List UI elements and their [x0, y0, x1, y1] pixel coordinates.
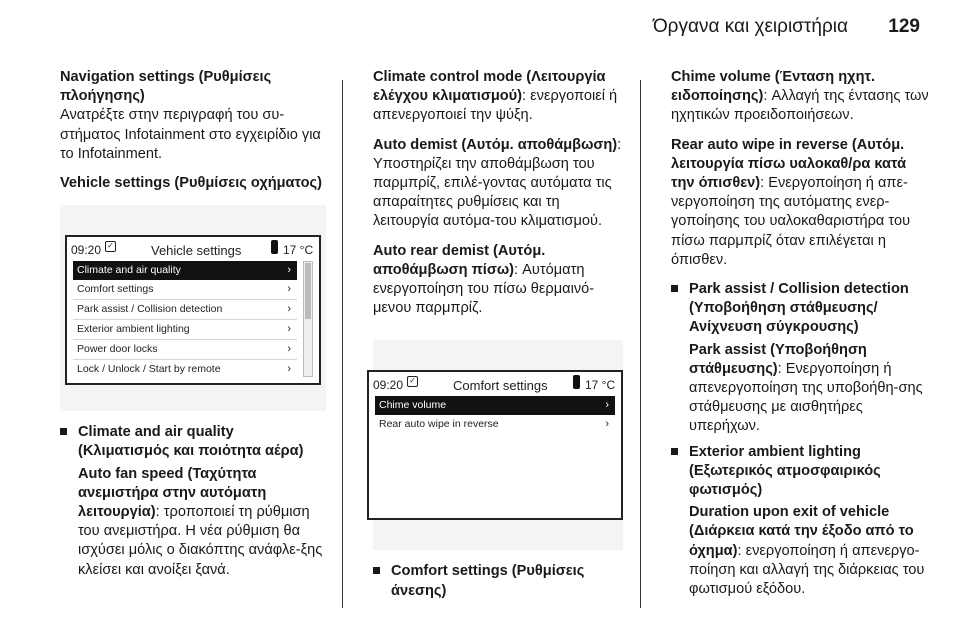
- chevron-right-icon: ›: [605, 399, 609, 412]
- climate-heading: Climate and air quality (Κλιματισμός και ποιότητα αέρα): [78, 424, 304, 460]
- comfort-heading: Comfort settings (Ρυθμίσεις άνεσης): [391, 563, 585, 599]
- comfort-settings-screen: [367, 370, 623, 520]
- chevron-right-icon: ›: [605, 418, 609, 431]
- settings-list: [375, 396, 615, 434]
- bullet-climate: [60, 423, 325, 461]
- rear-demist-paragraph: Auto rear demist (Αυτόμ. αποθάμβωση πίσω): Αυτόματη ενεργοποίηση του πίσω θερμαινό-μενου παρμπρίζ.: [373, 242, 595, 317]
- list-item[interactable]: Climate and air quality ›: [73, 261, 297, 280]
- temperature: 17 °C: [585, 378, 616, 393]
- page-title: Όργανα και χειριστήρια: [652, 16, 848, 37]
- mode-paragraph: Climate control mode (Λειτουργία ελέγχου κλιματισμού): ενεργοποιεί ή απενεργοποιεί την ψύξη.: [373, 69, 618, 124]
- park-assist-paragraph: Park assist (Υποβοήθηση στάθμευσης): Ενεργοποίηση ή απενεργοποίηση της υποβοήθη-σης στάθμευσης με αισθητήρες υπερήχων.: [689, 341, 923, 435]
- scrollbar[interactable]: [303, 261, 313, 377]
- comfort-settings-screenshot: [373, 340, 623, 550]
- clock: 09:20: [71, 243, 102, 258]
- ambient-heading: Exterior ambient lighting (Εξωτερικός ατμοσφαιρικός φωτισμός): [689, 443, 881, 499]
- chevron-right-icon: ›: [287, 303, 291, 316]
- chevron-right-icon: ›: [287, 264, 291, 277]
- bullet-marker: [671, 285, 678, 292]
- duration-paragraph: Duration upon exit of vehicle (Διάρκεια κατά την έξοδο από το όχημα): ενεργοποίηση ή απενεργο-ποίηση και αλλαγή της διάρκειας του φωτισμού εξόδου.: [689, 504, 925, 598]
- bullet-marker: [373, 567, 380, 574]
- park-heading: Park assist / Collision detection (Υποβοήθηση στάθμευσης/ Ανίχνευση σύγκρουσης): [689, 281, 909, 336]
- screen-header: [67, 237, 319, 259]
- fan-paragraph: Auto fan speed (Ταχύτητα ανεμιστήρα στην αυτόματη λειτουργία): τροποποιεί τη ρύθμιση του ανεμιστήρα. Η νέα ρύθμιση θα ισχύσει μόλις ο διακόπτης ανάφλε-ξης κλείσει και ανοίξει ξανά.: [78, 465, 323, 578]
- clock: 09:20: [373, 378, 404, 393]
- screen-header: [369, 372, 621, 394]
- chevron-right-icon: ›: [287, 283, 291, 296]
- nav-heading: Navigation settings (Ρυθμίσεις πλοήγησης): [60, 69, 272, 105]
- bullet-marker: [60, 428, 67, 435]
- settings-list: [73, 261, 297, 379]
- column-divider: [640, 80, 641, 608]
- back-icon[interactable]: ✓: [407, 376, 418, 387]
- list-item[interactable]: Comfort settings ›: [73, 280, 297, 300]
- temperature: 17 °C: [283, 243, 314, 258]
- list-item[interactable]: Lock / Unlock / Start by remote ›: [73, 360, 297, 379]
- page-header: [0, 0, 960, 42]
- list-item[interactable]: Chime volume ›: [375, 396, 615, 415]
- screen-title: Comfort settings: [453, 378, 548, 394]
- vehicle-heading: Vehicle settings (Ρυθμίσεις οχήματος): [60, 175, 323, 192]
- column-1: [60, 68, 325, 580]
- column-divider: [342, 80, 343, 608]
- chevron-right-icon: ›: [287, 343, 291, 356]
- list-item[interactable]: Rear auto wipe in reverse ›: [375, 415, 615, 434]
- demist-paragraph: Auto demist (Αυτόμ. αποθάμβωση): Υποστηρίζει την αποθάμβωση του παρμπρίζ, επιλέ-γοντας αυτόματα τις απαραίτητες ρυθμίσεις και τη λειτουργία αυτόμα-του κλιματισμού.: [373, 136, 622, 230]
- chevron-right-icon: ›: [287, 323, 291, 336]
- bullet-ambient: [671, 443, 933, 501]
- page-number: 129: [888, 16, 920, 37]
- list-item[interactable]: Park assist / Collision detection ›: [73, 300, 297, 320]
- bullet-park: [671, 280, 933, 338]
- list-item[interactable]: Power door locks ›: [73, 340, 297, 360]
- list-item[interactable]: Exterior ambient lighting ›: [73, 320, 297, 340]
- column-2: [373, 68, 623, 601]
- bullet-comfort: [373, 562, 623, 600]
- wipe-paragraph: Rear auto wipe in reverse (Αυτόμ. λειτουργία πίσω υαλοκαθ/ρα κατά την όπισθεν): Ενεργοποίηση ή απε-νεργοποίηση της αυτόματης ενερ-γοποίησης του υαλοκαθαριστήρα του πίσω παρμπρίζ όταν επιλέγεται η όπισθεν.: [671, 136, 911, 268]
- chevron-right-icon: ›: [287, 363, 291, 376]
- back-icon[interactable]: ✓: [105, 241, 116, 252]
- screen-title: Vehicle settings: [151, 243, 242, 259]
- column-3: [671, 68, 933, 599]
- chime-paragraph: Chime volume (Ένταση ηχητ. ειδοποίησης): Αλλαγή της έντασης των ηχητικών προειδοποιήσεων.: [671, 69, 929, 124]
- bullet-marker: [671, 448, 678, 455]
- vehicle-settings-screen: [65, 235, 321, 385]
- nav-body: Ανατρέξτε στην περιγραφή του συ-στήματος Infotainment στο εγχειρίδιο για το Infotainment.: [60, 107, 321, 162]
- vehicle-settings-screenshot: [60, 205, 326, 411]
- thermometer-icon: [271, 240, 278, 254]
- thermometer-icon: [573, 375, 580, 389]
